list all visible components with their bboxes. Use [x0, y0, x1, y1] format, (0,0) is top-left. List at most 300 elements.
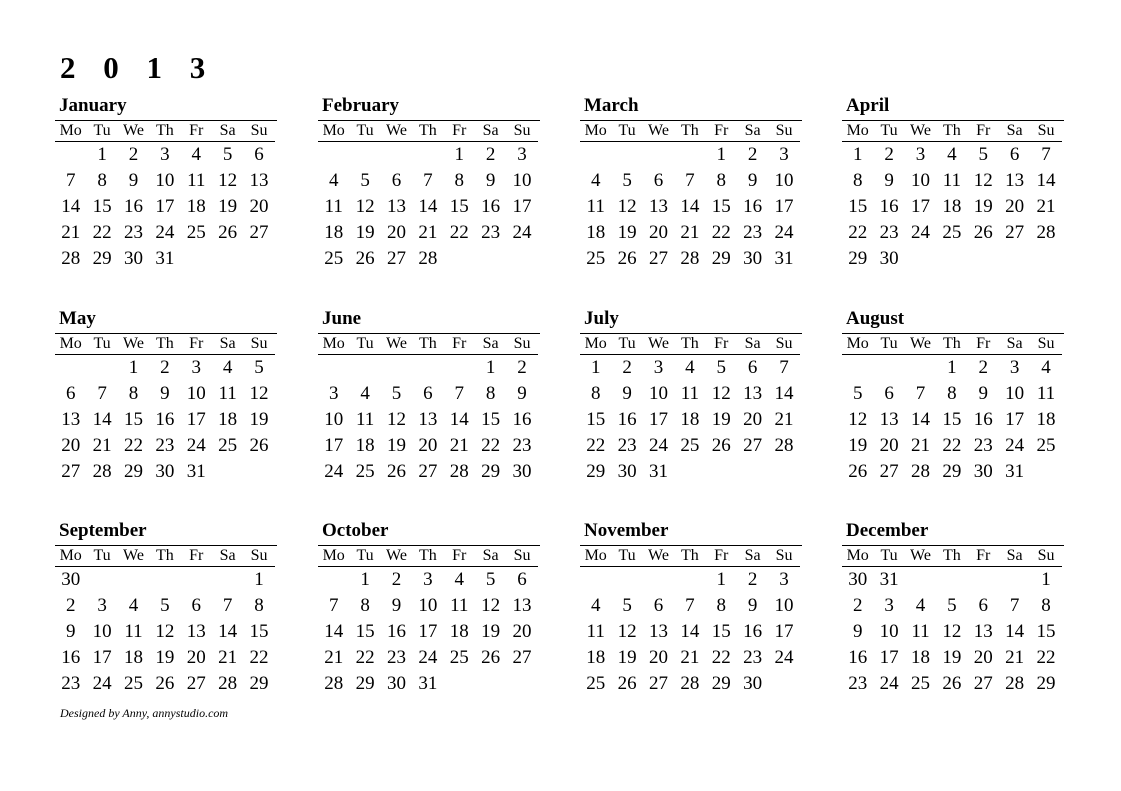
empty-day-cell: [55, 142, 86, 168]
day-cell: 16: [61, 647, 81, 668]
empty-day-cell: [674, 567, 705, 593]
day-cell: 21: [1036, 196, 1056, 217]
day-cell: 19: [973, 196, 993, 217]
month-name: December: [846, 520, 929, 541]
day-cell: 6: [884, 383, 894, 404]
day-cell: 12: [617, 621, 637, 642]
month-grid: [842, 120, 1064, 272]
day-cell: 6: [1009, 144, 1020, 165]
day-cell: 22: [449, 222, 469, 243]
weekday-header: Su: [243, 121, 274, 142]
day-cell: 7: [222, 595, 233, 616]
day-cell: 16: [481, 196, 501, 217]
day-cell: 9: [978, 383, 988, 404]
day-cell: 13: [512, 595, 532, 616]
day-cell: 22: [711, 647, 731, 668]
day-cell: 29: [848, 248, 868, 269]
day-cell: 5: [360, 170, 370, 191]
empty-day-cell: [643, 567, 674, 593]
day-cell: 2: [852, 595, 863, 616]
day-cell: 3: [423, 569, 433, 590]
day-cell: 6: [254, 144, 264, 165]
day-cell: 21: [92, 435, 112, 456]
day-cell: 17: [186, 409, 206, 430]
weekday-header: Mo: [842, 121, 873, 142]
day-cell: 21: [418, 222, 438, 243]
empty-day-cell: [381, 142, 412, 168]
day-cell: 30: [879, 248, 899, 269]
weekday-header: We: [643, 546, 674, 567]
day-cell: 30: [386, 673, 406, 694]
empty-day-cell: [349, 142, 380, 168]
day-cell: 24: [186, 435, 206, 456]
day-cell: 27: [186, 673, 206, 694]
weekday-header: Su: [506, 121, 537, 142]
day-cell: 9: [391, 595, 402, 616]
day-cell: 24: [324, 461, 344, 482]
day-cell: 12: [942, 621, 962, 642]
day-cell: 8: [254, 595, 264, 616]
day-cell: 23: [879, 222, 899, 243]
day-cell: 19: [617, 647, 637, 668]
day-cell: 29: [711, 248, 731, 269]
day-cell: 10: [155, 170, 175, 191]
day-cell: 12: [218, 170, 238, 191]
day-cell: 20: [418, 435, 438, 456]
month-november: [580, 520, 802, 697]
weekday-header: Su: [1030, 334, 1061, 355]
day-cell: 13: [249, 170, 269, 191]
empty-day-cell: [243, 246, 274, 272]
weekday-header: Fr: [706, 546, 737, 567]
empty-day-cell: [381, 355, 412, 381]
day-cell: 22: [355, 647, 375, 668]
day-cell: 25: [586, 248, 606, 269]
day-cell: 18: [680, 409, 700, 430]
day-cell: 10: [648, 383, 668, 404]
weekday-header: Su: [1030, 121, 1061, 142]
empty-day-cell: [475, 246, 506, 272]
day-cell: 19: [355, 222, 375, 243]
day-cell: 29: [942, 461, 962, 482]
empty-day-cell: [936, 246, 967, 272]
day-cell: 27: [249, 222, 269, 243]
day-cell: 14: [449, 409, 469, 430]
day-cell: 23: [743, 222, 763, 243]
weekday-header: Th: [674, 121, 705, 142]
day-cell: 1: [485, 357, 496, 378]
day-cell: 4: [947, 144, 957, 165]
weekday-header: Su: [1030, 546, 1061, 567]
weekday-header: Sa: [999, 121, 1030, 142]
day-cell: 30: [743, 248, 763, 269]
month-name: March: [584, 95, 639, 116]
day-cell: 17: [324, 435, 344, 456]
day-cell: 2: [747, 569, 758, 590]
day-cell: 26: [617, 673, 637, 694]
day-cell: 19: [848, 435, 868, 456]
day-cell: 26: [155, 673, 175, 694]
day-cell: 9: [884, 170, 894, 191]
weekday-header: Th: [412, 334, 443, 355]
day-cell: 11: [124, 621, 143, 642]
day-cell: 15: [1036, 621, 1056, 642]
day-cell: 13: [973, 621, 993, 642]
day-cell: 27: [386, 248, 406, 269]
day-cell: 12: [617, 196, 637, 217]
weekday-header: We: [643, 334, 674, 355]
day-cell: 7: [423, 170, 433, 191]
day-cell: 5: [160, 595, 170, 616]
empty-day-cell: [506, 671, 537, 697]
empty-day-cell: [243, 459, 274, 485]
month-december: [842, 520, 1064, 697]
day-cell: 9: [160, 383, 170, 404]
day-cell: 1: [1041, 569, 1051, 590]
day-cell: 9: [747, 595, 758, 616]
day-cell: 7: [328, 595, 339, 616]
weekday-header: Fr: [444, 334, 475, 355]
day-cell: 24: [910, 222, 930, 243]
weekday-header: Th: [936, 334, 967, 355]
day-cell: 12: [355, 196, 375, 217]
day-cell: 25: [218, 435, 238, 456]
day-cell: 6: [423, 383, 433, 404]
day-cell: 20: [973, 647, 993, 668]
weekday-header: We: [381, 334, 412, 355]
weekday-header: Su: [243, 546, 274, 567]
day-cell: 8: [947, 383, 957, 404]
day-cell: 19: [942, 647, 962, 668]
designer-credit: Designed by Anny, annystudio.com: [60, 706, 229, 720]
day-cell: 14: [680, 196, 700, 217]
day-cell: 10: [418, 595, 438, 616]
day-cell: 18: [186, 196, 206, 217]
weekday-header: Su: [506, 546, 537, 567]
day-cell: 17: [92, 647, 112, 668]
weekday-header: Mo: [580, 121, 611, 142]
day-cell: 14: [910, 409, 930, 430]
day-cell: 13: [743, 383, 763, 404]
empty-day-cell: [737, 459, 768, 485]
day-cell: 17: [910, 196, 930, 217]
day-cell: 9: [747, 170, 758, 191]
day-cell: 6: [978, 595, 988, 616]
day-cell: 18: [218, 409, 238, 430]
day-cell: 16: [155, 409, 175, 430]
day-cell: 10: [512, 170, 532, 191]
day-cell: 28: [218, 673, 238, 694]
month-name: August: [846, 308, 905, 329]
weekday-header: Fr: [968, 546, 999, 567]
day-cell: 28: [449, 461, 469, 482]
day-cell: 29: [123, 461, 143, 482]
weekday-header: Tu: [86, 121, 117, 142]
day-cell: 1: [852, 144, 863, 165]
weekday-header: Tu: [611, 334, 642, 355]
day-cell: 7: [1041, 144, 1051, 165]
day-cell: 3: [517, 144, 527, 165]
day-cell: 4: [328, 170, 339, 191]
day-cell: 6: [517, 569, 527, 590]
day-cell: 5: [852, 383, 863, 404]
day-cell: 30: [848, 569, 868, 590]
weekday-header: Tu: [611, 546, 642, 567]
day-cell: 21: [680, 222, 700, 243]
day-cell: 16: [123, 196, 143, 217]
day-cell: 8: [128, 383, 139, 404]
day-cell: 7: [1009, 595, 1020, 616]
day-cell: 13: [61, 409, 81, 430]
empty-day-cell: [706, 459, 737, 485]
day-cell: 5: [222, 144, 233, 165]
day-cell: 7: [685, 170, 695, 191]
day-cell: 6: [191, 595, 201, 616]
day-cell: 11: [586, 196, 605, 217]
day-cell: 20: [386, 222, 406, 243]
day-cell: 2: [391, 569, 402, 590]
day-cell: 10: [324, 409, 344, 430]
empty-day-cell: [999, 246, 1030, 272]
day-cell: 18: [324, 222, 344, 243]
day-cell: 26: [249, 435, 269, 456]
day-cell: 24: [774, 222, 794, 243]
day-cell: 25: [123, 673, 143, 694]
day-cell: 1: [97, 144, 107, 165]
empty-day-cell: [212, 246, 243, 272]
day-cell: 19: [155, 647, 175, 668]
day-cell: 15: [92, 196, 112, 217]
month-name: November: [584, 520, 669, 541]
day-cell: 24: [1005, 435, 1025, 456]
day-cell: 31: [155, 248, 175, 269]
day-cell: 12: [711, 383, 731, 404]
weekday-header: Fr: [444, 121, 475, 142]
day-cell: 17: [418, 621, 438, 642]
day-cell: 23: [973, 435, 993, 456]
day-cell: 30: [155, 461, 175, 482]
day-cell: 27: [973, 673, 993, 694]
day-cell: 22: [123, 435, 143, 456]
day-cell: 14: [218, 621, 238, 642]
empty-day-cell: [936, 567, 967, 593]
day-cell: 28: [92, 461, 112, 482]
day-cell: 27: [418, 461, 438, 482]
day-cell: 25: [680, 435, 700, 456]
weekday-header: Fr: [706, 121, 737, 142]
day-cell: 26: [386, 461, 406, 482]
day-cell: 15: [586, 409, 606, 430]
day-cell: 17: [648, 409, 668, 430]
day-cell: 24: [418, 647, 438, 668]
day-cell: 31: [186, 461, 206, 482]
month-september: [55, 520, 277, 697]
day-cell: 3: [653, 357, 664, 378]
day-cell: 12: [386, 409, 406, 430]
day-cell: 22: [92, 222, 112, 243]
day-cell: 20: [512, 621, 532, 642]
empty-day-cell: [611, 142, 642, 168]
day-cell: 5: [716, 357, 726, 378]
day-cell: 1: [716, 569, 726, 590]
empty-day-cell: [1030, 246, 1061, 272]
day-cell: 16: [512, 409, 532, 430]
month-july: [580, 308, 802, 485]
day-cell: 23: [617, 435, 637, 456]
day-cell: 17: [774, 196, 794, 217]
day-cell: 27: [879, 461, 899, 482]
weekday-header: Th: [412, 546, 443, 567]
day-cell: 8: [360, 595, 370, 616]
day-cell: 4: [222, 357, 233, 378]
day-cell: 8: [716, 595, 726, 616]
day-cell: 15: [711, 196, 731, 217]
day-cell: 27: [648, 673, 668, 694]
empty-day-cell: [86, 355, 117, 381]
day-cell: 11: [942, 170, 962, 191]
weekday-header: Th: [936, 121, 967, 142]
weekday-header: Su: [506, 334, 537, 355]
month-june: [318, 308, 540, 485]
day-cell: 3: [160, 144, 170, 165]
day-cell: 28: [1005, 673, 1025, 694]
day-cell: 29: [711, 673, 731, 694]
month-grid: [842, 545, 1064, 697]
day-cell: 26: [973, 222, 993, 243]
empty-day-cell: [580, 567, 611, 593]
day-cell: 17: [774, 621, 794, 642]
day-cell: 14: [92, 409, 112, 430]
day-cell: 22: [586, 435, 606, 456]
weekday-header: Sa: [475, 546, 506, 567]
month-name: January: [59, 95, 127, 116]
weekday-header: Mo: [580, 334, 611, 355]
day-cell: 2: [747, 144, 758, 165]
month-name: April: [846, 95, 890, 116]
empty-day-cell: [674, 459, 705, 485]
empty-day-cell: [181, 567, 212, 593]
day-cell: 25: [1036, 435, 1056, 456]
day-cell: 10: [92, 621, 112, 642]
day-cell: 14: [774, 383, 794, 404]
day-cell: 5: [254, 357, 264, 378]
day-cell: 9: [517, 383, 527, 404]
empty-day-cell: [444, 671, 475, 697]
day-cell: 5: [391, 383, 402, 404]
day-cell: 30: [512, 461, 532, 482]
empty-day-cell: [611, 567, 642, 593]
day-cell: 25: [586, 673, 606, 694]
day-cell: 28: [680, 673, 700, 694]
day-cell: 25: [449, 647, 469, 668]
weekday-header: Th: [149, 546, 180, 567]
month-february: [318, 95, 540, 272]
weekday-header: Fr: [181, 121, 212, 142]
day-cell: 22: [1036, 647, 1056, 668]
empty-day-cell: [968, 567, 999, 593]
day-cell: 11: [187, 170, 206, 191]
day-cell: 20: [186, 647, 206, 668]
day-cell: 11: [355, 409, 375, 430]
day-cell: 29: [586, 461, 606, 482]
day-cell: 2: [517, 357, 527, 378]
empty-day-cell: [968, 246, 999, 272]
empty-day-cell: [842, 355, 873, 381]
day-cell: 16: [617, 409, 637, 430]
day-cell: 15: [711, 621, 731, 642]
month-grid: [580, 545, 802, 697]
day-cell: 2: [978, 357, 988, 378]
day-cell: 28: [1036, 222, 1056, 243]
empty-day-cell: [905, 246, 936, 272]
day-cell: 21: [774, 409, 794, 430]
day-cell: 25: [942, 222, 962, 243]
day-cell: 17: [512, 196, 532, 217]
day-cell: 18: [942, 196, 962, 217]
day-cell: 18: [586, 647, 606, 668]
weekday-header: Tu: [349, 546, 380, 567]
weekday-header: Su: [243, 334, 274, 355]
weekday-header: Mo: [318, 546, 349, 567]
day-cell: 15: [355, 621, 375, 642]
day-cell: 20: [249, 196, 269, 217]
month-name: May: [59, 308, 96, 329]
day-cell: 26: [355, 248, 375, 269]
weekday-header: Mo: [55, 546, 86, 567]
empty-day-cell: [768, 671, 799, 697]
day-cell: 31: [418, 673, 438, 694]
day-cell: 28: [680, 248, 700, 269]
day-cell: 18: [1036, 409, 1056, 430]
day-cell: 15: [848, 196, 868, 217]
day-cell: 13: [386, 196, 406, 217]
day-cell: 22: [481, 435, 501, 456]
day-cell: 19: [617, 222, 637, 243]
day-cell: 12: [481, 595, 501, 616]
day-cell: 21: [61, 222, 81, 243]
day-cell: 20: [648, 647, 668, 668]
day-cell: 5: [978, 144, 988, 165]
weekday-header: Tu: [349, 121, 380, 142]
day-cell: 30: [617, 461, 637, 482]
empty-day-cell: [905, 567, 936, 593]
month-grid: [55, 120, 277, 272]
day-cell: 8: [1041, 595, 1051, 616]
day-cell: 19: [711, 409, 731, 430]
empty-day-cell: [181, 246, 212, 272]
empty-day-cell: [318, 355, 349, 381]
day-cell: 18: [586, 222, 606, 243]
day-cell: 30: [123, 248, 143, 269]
day-cell: 16: [386, 621, 406, 642]
day-cell: 24: [648, 435, 668, 456]
month-name: September: [59, 520, 147, 541]
day-cell: 14: [1036, 170, 1056, 191]
day-cell: 4: [1041, 357, 1051, 378]
day-cell: 24: [512, 222, 532, 243]
weekday-header: We: [118, 121, 149, 142]
day-cell: 27: [61, 461, 81, 482]
day-cell: 16: [973, 409, 993, 430]
day-cell: 7: [779, 357, 789, 378]
day-cell: 8: [590, 383, 601, 404]
day-cell: 10: [774, 595, 794, 616]
day-cell: 2: [485, 144, 496, 165]
day-cell: 26: [481, 647, 501, 668]
month-grid: [580, 333, 802, 485]
weekday-header: Th: [674, 334, 705, 355]
day-cell: 13: [648, 196, 668, 217]
